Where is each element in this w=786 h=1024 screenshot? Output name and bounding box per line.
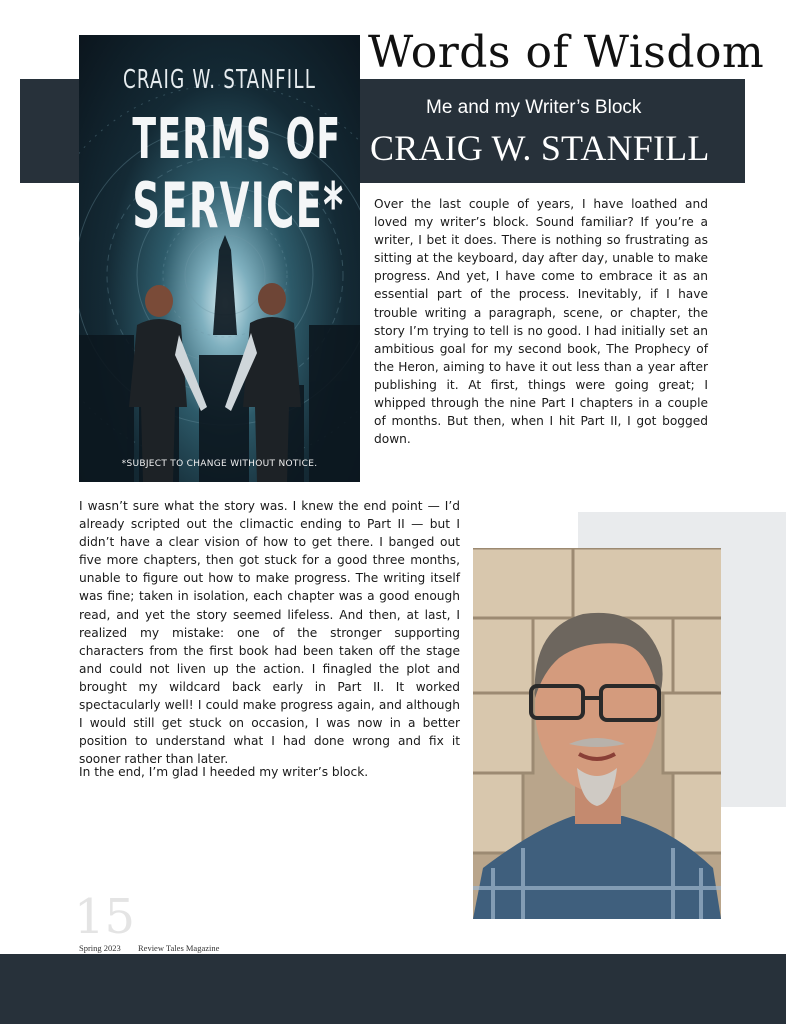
article-paragraph-1: Over the last couple of years, I have loathed and loved my writer’s block. Sound familiar? If you’re a writer, I bet it does. There is nothing so frustrating as sitting at the keyboard, day after day, unable to make progress. And yet, I have come to embrace it as an essential part of the process. Inevitably, if I have trouble writing a paragraph, scene, or chapter, the story I’m trying to tell is no good. I had initially set an ambitious goal for my second book, The Prophecy of the Heron, aiming to have it out less than a year after publishing it. At first, things were going great; I whipped through the nine Part I chapters in a couple of months. But then, when I hit Part II, I got bogged down. <box>374 197 708 447</box>
article-paragraph-3: In the end, I’m glad I heeded my writer’s block. <box>79 765 369 779</box>
page-number: 15 <box>74 889 136 945</box>
cover-author: CRAIG W. STANFILL <box>122 65 317 95</box>
book-cover-image <box>79 35 360 482</box>
author-photo <box>473 548 721 919</box>
book-cover-illustration <box>79 35 360 482</box>
cover-footnote: *SUBJECT TO CHANGE WITHOUT NOTICE. <box>121 459 318 469</box>
footer-magazine-name: Review Tales Magazine <box>138 943 220 953</box>
author-heading: CRAIG W. STANFILL <box>370 128 710 168</box>
article-subtitle: Me and my Writer’s Block <box>426 97 642 118</box>
article-paragraph-2: I wasn’t sure what the story was. I knew the end point — I’d already scripted out the climactic ending to Part II — but I didn’t have a clear vision of how to get there. I banged out five more chapters, then got stuck for a good three months, unable to figure out how to make progress. The writing itself was fine; taken in isolation, each chapter was a good enough read, and yet the story seemed lifeless. And then, at last, I realized my mistake: one of the stronger supporting characters from the first book had been taken off the stage and could not liven up the action. I finagled the plot and brought my wildcard back early in Part II. It worked spectacularly well! I could make progress again, and although I would still get stuck on occasion, I was now in a better position to understand what I had done wrong and fix it sooner rather than later. <box>79 499 460 767</box>
footer-band <box>0 954 786 1024</box>
cover-title-line1: TERMS OF <box>132 107 342 172</box>
author-portrait-illustration <box>473 548 721 919</box>
page-title: Words of Wisdom <box>368 27 765 78</box>
cover-title-line2: SERVICE* <box>132 169 345 242</box>
footer-issue: Spring 2023 <box>79 943 121 953</box>
